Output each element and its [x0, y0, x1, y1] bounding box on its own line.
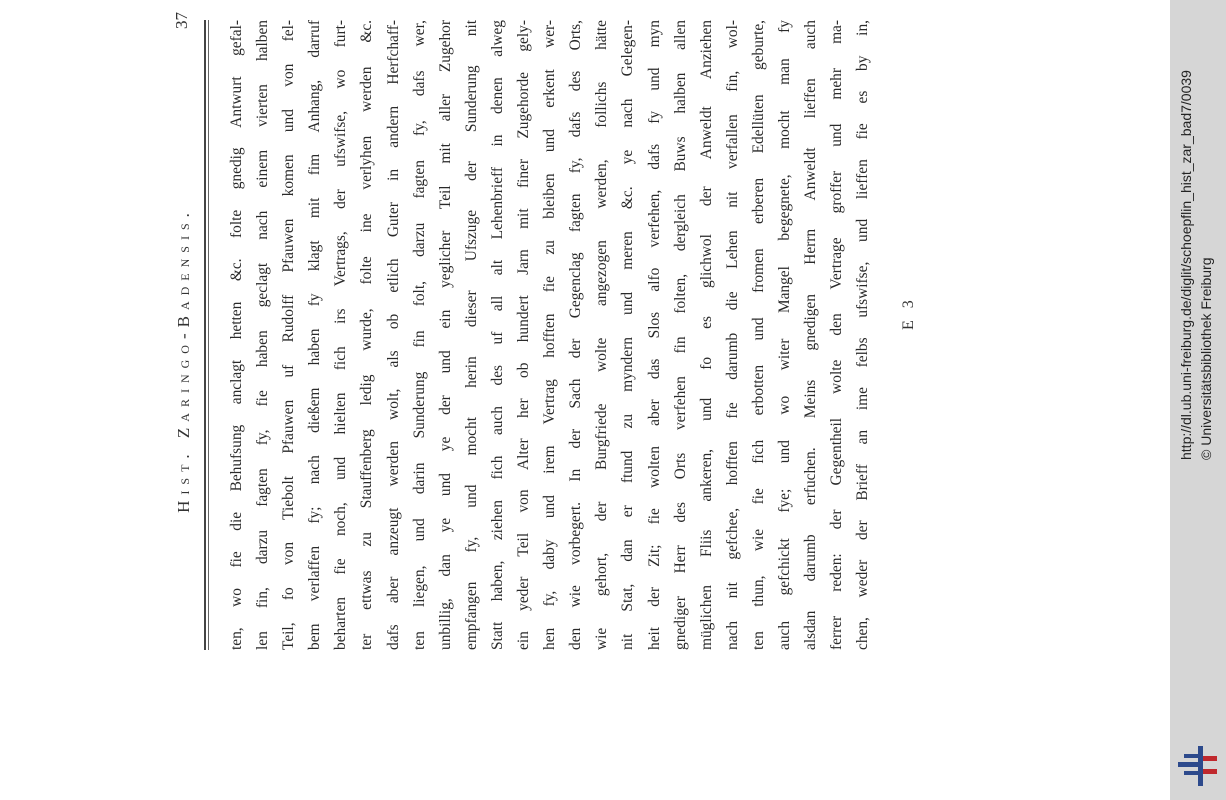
library-logo-icon [1178, 746, 1222, 786]
running-head [172, 10, 198, 650]
text-line: ten thun, wie fie fich erbotten und fromen erberen Edellüten geburte, [749, 20, 767, 650]
text-line: nach nit gefchee, hofften fie darumb die Lehen nit verfallen fin, wol- [723, 20, 741, 650]
text-line: unbillig, dan ye und ye der und ein yeglicher Teil mit aller Zugehor [436, 20, 454, 650]
text-line: wie gehort, der Burgfriede wolte angezogen werden, follichs hätte [593, 20, 611, 650]
text-line: bem verlaffen fy; nach dießem haben fy klagt mit fim Anhang, darruf [306, 20, 324, 650]
text-line: ein yeder Teil von Alter her ob hundert Jarn mit finer Zugehorde gely- [515, 20, 533, 650]
text-line: den wie vorbegert. In der Sach der Gegenclag fagten fy, dafs des Orts, [567, 20, 585, 650]
text-line: alsdan darumb erfuchen. Meins gnedigen Herrn Anweldt lieffen auch [802, 20, 820, 650]
text-line: dafs aber anzeugt werden wolt, als ob etlich Guter in andern Herfchaff- [384, 20, 402, 650]
text-line: chen, weder der Brieff an ime felbs ufswifse, und lieffen fie es by in, [854, 20, 872, 650]
text-line: beharten fie noch, und hielten fich irs Vertrags, der ufswifse, wo furt- [332, 20, 350, 650]
source-url-link[interactable]: http://dl.ub.uni-freiburg.de/diglit/schoepflin_hist_zar_bad7/0039 [1178, 70, 1194, 460]
text-line: empfangen fy, und mocht herin dieser Ufszuge der Sunderung nit [462, 20, 480, 650]
signature-mark: E 3 [900, 296, 917, 330]
text-line: ter ettwas zu Stauffenberg ledig wurde, folte ine verlyhen werden &c. [358, 20, 376, 650]
sidebar-text [1170, 0, 1226, 780]
text-line: ten, wo fie die Behufsung anclagt hetten &c. folte gnedig Antwurt gefal- [228, 20, 245, 650]
running-title: Hist. Zaringo-Badensis. [174, 207, 193, 513]
copyright-text: © Universitätsbibliothek Freiburg [1198, 257, 1214, 460]
page-number: 37 [172, 12, 191, 29]
text-line: hen fy, daby und irem Vertrag hofften fie zu bleiben und erkent wer- [541, 20, 559, 650]
body-text [224, 20, 876, 650]
header-rule-thin [208, 20, 209, 650]
header-rule [204, 20, 206, 650]
text-line: müglichen Fliis ankeren, und fo es glichwol der Anweldt Anziehen [697, 20, 715, 650]
text-line: gnediger Herr des Orts verfehen fin folten, dergleich Buws halben allen [671, 20, 689, 650]
text-line: heit der Zit; fie wolten aber das Slos alfo verfehen, dafs fy und myn [645, 20, 663, 650]
text-line: ferrer reden: der Gegentheil wolte den Vertrage groffer und mehr ma- [828, 20, 846, 650]
text-line: nit Stat, dan er ftund zu myndern und meren &c. ye nach Gelegen- [619, 20, 637, 650]
text-line: Teil, fo von Tiebolt Pfauwen uf Rudolff Pfauwen komen und von fel- [280, 20, 298, 650]
text-line: Statt haben, ziehen fich auch des uf all alt Lehenbrieff in denen alweg [488, 20, 506, 650]
text-line: ten liegen, und darin Sunderung fin folt, darzu fagten fy, dafs wer, [410, 20, 428, 650]
text-line: len fin, darzu fagten fy, fie haben geclagt nach einem vierten halben [254, 20, 272, 650]
book-page [172, 10, 932, 650]
text-line: auch gefchickt fye; und wo witer Mangel begegnete, mocht man fy [775, 20, 793, 650]
